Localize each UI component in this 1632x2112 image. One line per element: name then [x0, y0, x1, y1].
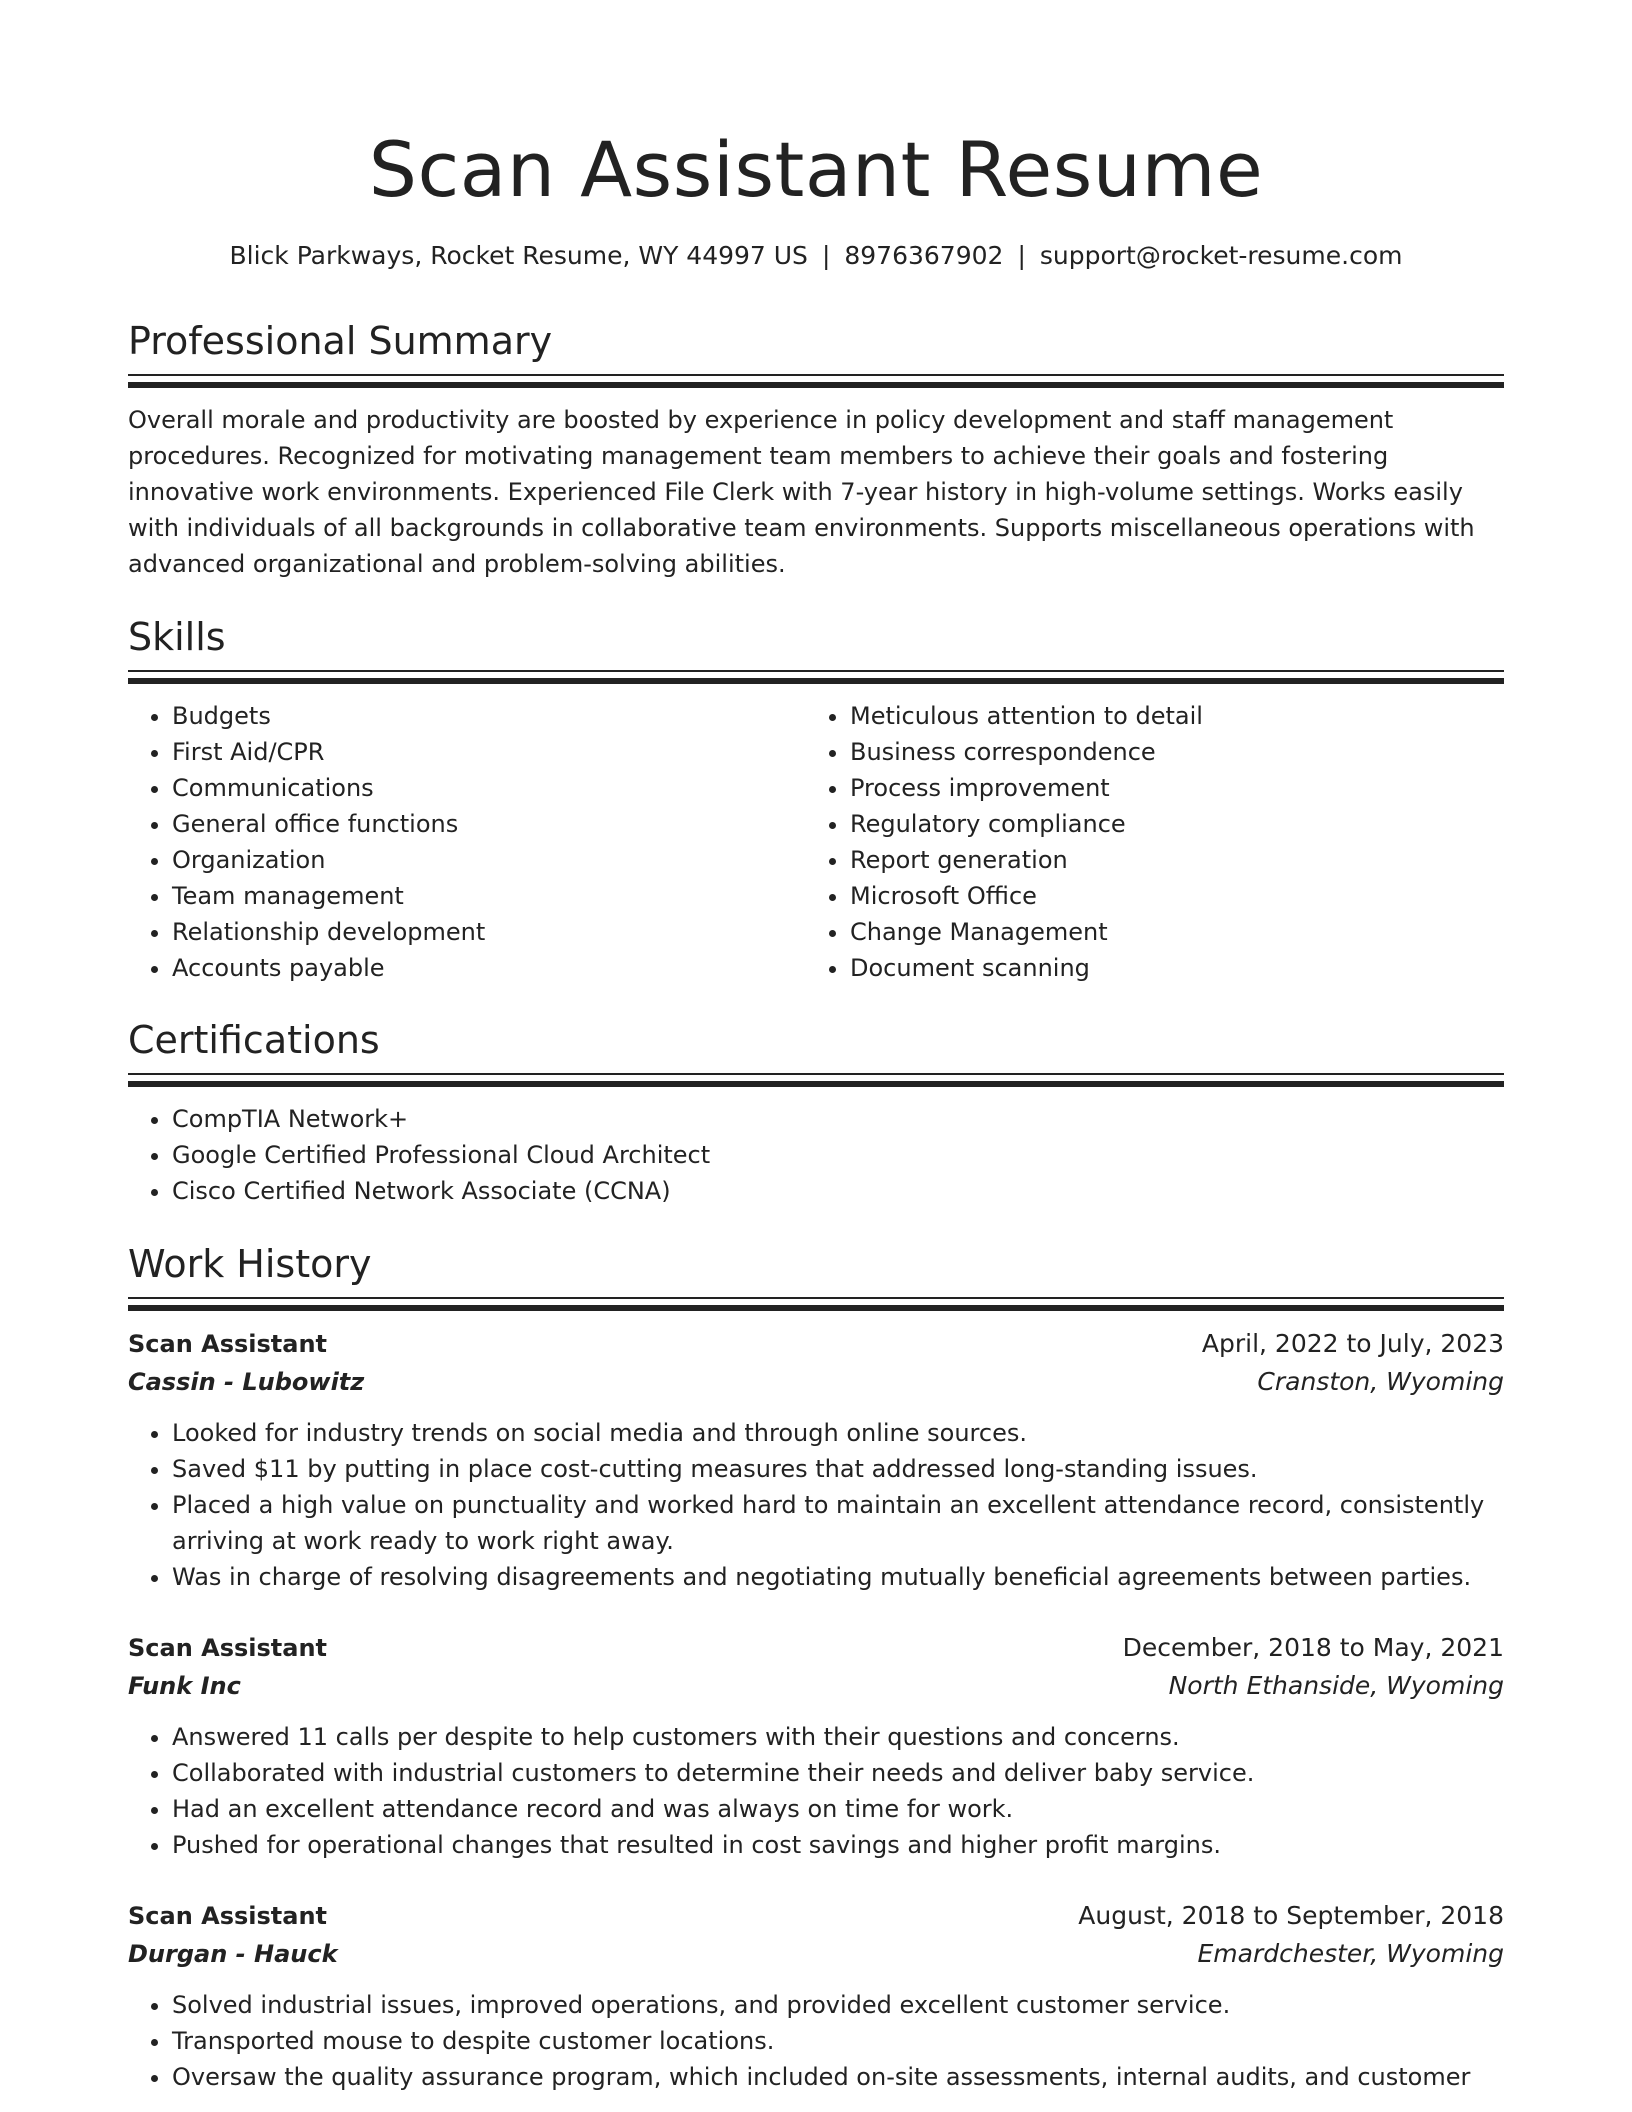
skill-item: • General office functions	[172, 806, 806, 842]
job-title: Scan Assistant	[128, 1330, 328, 1358]
skills-list-left	[128, 698, 806, 986]
job-entry	[128, 1325, 1504, 1595]
job-location: Emardchester, Wyoming	[1197, 1939, 1504, 1968]
contact-phone: 8976367902	[844, 241, 1004, 270]
job-bullets	[128, 1719, 1504, 1863]
skill-item: • Regulatory compliance	[850, 806, 1484, 842]
job-header-row	[128, 1629, 1504, 1667]
job-subheader-row	[128, 1667, 1504, 1705]
job-bullet: • Looked for industry trends on social media and through online sources.	[172, 1415, 1504, 1451]
section-divider	[128, 1297, 1504, 1311]
skills-column-left	[128, 698, 806, 986]
job-location: Cranston, Wyoming	[1257, 1367, 1504, 1396]
contact-line	[128, 238, 1504, 274]
summary-section	[128, 316, 1504, 582]
skills-list-right	[806, 698, 1484, 986]
job-company: Funk Inc	[128, 1672, 241, 1700]
job-bullet: • Collaborated with industrial customers to determine their needs and deliver baby service.	[172, 1755, 1504, 1791]
job-title: Scan Assistant	[128, 1902, 328, 1930]
job-bullet: • Pushed for operational changes that resulted in cost savings and higher profit margins.	[172, 1827, 1504, 1863]
contact-separator: |	[821, 241, 831, 270]
job-dates: December, 2018 to May, 2021	[1122, 1633, 1504, 1662]
certification-item: • CompTIA Network+	[172, 1101, 1504, 1137]
certifications-list	[128, 1101, 1504, 1209]
summary-heading: Professional Summary	[128, 319, 553, 363]
job-entry	[128, 1897, 1504, 2095]
skill-item: • First Aid/CPR	[172, 734, 806, 770]
skill-item: • Meticulous attention to detail	[850, 698, 1484, 734]
certifications-heading: Certifications	[128, 1018, 380, 1062]
contact-email: support@rocket-resume.com	[1039, 241, 1403, 270]
skill-item: • Process improvement	[850, 770, 1484, 806]
job-dates: August, 2018 to September, 2018	[1078, 1901, 1504, 1930]
skill-item: • Accounts payable	[172, 950, 806, 986]
skills-section	[128, 612, 1504, 986]
job-header-row	[128, 1897, 1504, 1935]
job-company: Cassin - Lubowitz	[128, 1368, 365, 1396]
work-history-heading: Work History	[128, 1242, 372, 1286]
skill-item: • Team management	[172, 878, 806, 914]
section-divider	[128, 670, 1504, 684]
skill-item: • Report generation	[850, 842, 1484, 878]
job-subheader-row	[128, 1935, 1504, 1973]
contact-address: Blick Parkways, Rocket Resume, WY 44997 US	[229, 241, 808, 270]
section-divider	[128, 374, 1504, 388]
section-divider	[128, 1073, 1504, 1087]
job-subheader-row	[128, 1363, 1504, 1401]
job-bullet: • Answered 11 calls per despite to help customers with their questions and concerns.	[172, 1719, 1504, 1755]
job-header-row	[128, 1325, 1504, 1363]
skills-columns	[128, 698, 1504, 986]
resume-title: Scan Assistant Resume	[368, 125, 1264, 214]
skills-column-right	[806, 698, 1484, 986]
work-history-section	[128, 1239, 1504, 2095]
job-location: North Ethanside, Wyoming	[1168, 1671, 1504, 1700]
certification-item: • Cisco Certified Network Associate (CCNA)	[172, 1173, 1504, 1209]
certification-item: • Google Certified Professional Cloud Architect	[172, 1137, 1504, 1173]
job-bullets	[128, 1987, 1504, 2095]
job-bullet: • Saved $11 by putting in place cost-cutting measures that addressed long-standing issues.	[172, 1451, 1504, 1487]
skill-item: • Business correspondence	[850, 734, 1484, 770]
skill-item: • Budgets	[172, 698, 806, 734]
job-bullet: • Was in charge of resolving disagreements and negotiating mutually beneficial agreements between parties.	[172, 1559, 1504, 1595]
skill-item: • Document scanning	[850, 950, 1484, 986]
summary-text: Overall morale and productivity are boosted by experience in policy development and staff management procedures. Recognized for motivating management team members to achieve their goals and fostering innovative work environments. Experienced File Clerk with 7-year history in high-volume settings. Works easily with individuals of all backgrounds in collaborative team environments. Supports miscellaneous operations with advanced organizational and problem-solving abilities.	[128, 406, 1475, 578]
skill-item: • Organization	[172, 842, 806, 878]
job-bullet: • Placed a high value on punctuality and worked hard to maintain an excellent attendance record, consistently arriving at work ready to work right away.	[172, 1487, 1504, 1559]
job-entry	[128, 1629, 1504, 1863]
job-bullet: • Had an excellent attendance record and was always on time for work.	[172, 1791, 1504, 1827]
job-company: Durgan - Hauck	[128, 1940, 338, 1968]
skill-item: • Communications	[172, 770, 806, 806]
skills-heading: Skills	[128, 615, 226, 659]
job-bullet: • Transported mouse to despite customer locations.	[172, 2023, 1504, 2059]
skill-item: • Change Management	[850, 914, 1484, 950]
certifications-section	[128, 1015, 1504, 1209]
job-bullet: • Solved industrial issues, improved operations, and provided excellent customer service.	[172, 1987, 1504, 2023]
job-dates: April, 2022 to July, 2023	[1201, 1329, 1504, 1358]
contact-separator: |	[1017, 241, 1026, 270]
skill-item: • Relationship development	[172, 914, 806, 950]
job-title: Scan Assistant	[128, 1634, 328, 1662]
job-bullets	[128, 1415, 1504, 1595]
job-bullet: • Oversaw the quality assurance program, which included on-site assessments, internal audits, and customer	[172, 2059, 1504, 2095]
skill-item: • Microsoft Office	[850, 878, 1484, 914]
